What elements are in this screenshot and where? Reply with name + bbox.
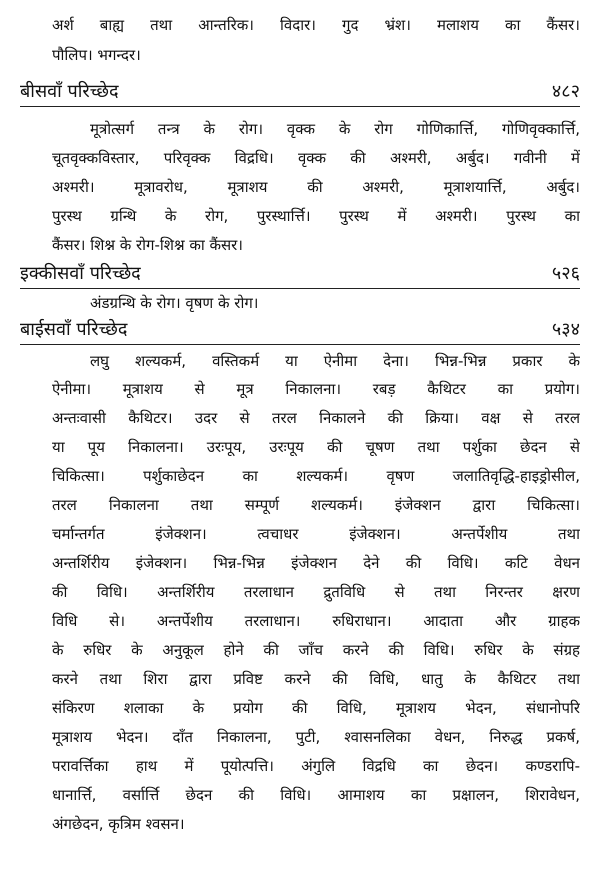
section-line: के रुधिर के अनुकूल होने की जाँच करने की विधि। रुधिर के संग्रह <box>52 641 580 659</box>
section-line: अन्तःवासी कैथिटर। उदर से तरल निकालने की क्रिया। वक्ष से तरल <box>52 409 580 427</box>
heading-rule <box>20 106 580 107</box>
section-page-number: ५२६ <box>551 263 580 284</box>
section-line: संकिरण शलाका के प्रयोग की विधि, मूत्राशय भेदन, संधानोपरि <box>52 699 580 717</box>
section-line: चिकित्सा। पर्शुकाछेदन का शल्यकर्म। वृषण जलातिवृद्धि-हाइड्रोसील, <box>52 467 580 485</box>
section-page-number: ५३४ <box>551 319 580 340</box>
section-page-number: ४८२ <box>551 81 580 102</box>
section-line: लघु शल्यकर्म, वस्तिकर्म या ऐनीमा देना। भिन्न-भिन्न प्रकार के <box>90 352 580 370</box>
section-line: पुरस्थ ग्रन्थि के रोग, पुरस्थार्त्ति। पुरस्थ में अश्मरी। पुरस्थ का <box>52 207 580 225</box>
section-line: चूतवृक्कविस्तार, परिवृक्क विद्रधि। वृक्क की अश्मरी, अर्बुद। गवीनी में <box>52 149 580 167</box>
heading-rule <box>20 288 580 289</box>
intro-line: अर्श बाह्य तथा आन्तरिक। विदार। गुद भ्रंश। मलाशय का कैंसर। <box>52 16 580 34</box>
section-heading: बीसवाँ परिच्छेद <box>20 81 119 102</box>
section-line: धानार्त्ति, वर्सार्त्ति छेदन की विधि। आमाशय का प्रक्षालन, शिरावेधन, <box>52 786 580 804</box>
section-line: कैंसर। शिश्न के रोग-शिश्न का कैंसर। <box>52 236 243 254</box>
section-line: अंडग्रन्थि के रोग। वृषण के रोग। <box>90 294 259 312</box>
section-line: विधि से। अन्तर्पेशीय तरलाधान। रुधिराधान। आदाता और ग्राहक <box>52 612 580 630</box>
section-line: की विधि। अन्तर्शिरीय तरलाधान द्रुतविधि से तथा निरन्तर क्षरण <box>52 583 580 601</box>
section-line: तरल निकालना तथा सम्पूर्ण शल्यकर्म। इंजेक्शन द्वारा चिकित्सा। <box>52 496 580 514</box>
section-line: या पूय निकालना। उरःपूय, उरःपूय की चूषण तथा पर्शुका छेदन से <box>52 438 580 456</box>
section-line: चर्मान्तर्गत इंजेक्शन। त्वचाधर इंजेक्शन। अन्तर्पेशीय तथा <box>52 525 580 543</box>
section-line: अन्तर्शिरीय इंजेक्शन। भिन्न-भिन्न इंजेक्शन देने की विधि। कटि वेधन <box>52 554 580 572</box>
section-line: ऐनीमा। मूत्राशय से मूत्र निकालना। रबड़ कैथिटर का प्रयोग। <box>52 380 580 398</box>
section-line: परावर्त्तिका हाथ में पूयोत्पत्ति। अंगुलि विद्रधि का छेदन। कण्डरापि- <box>52 757 580 775</box>
section-heading: बाईसवाँ परिच्छेद <box>20 319 128 340</box>
section-line: अंगछेदन, कृत्रिम श्वसन। <box>52 815 185 833</box>
intro-line: पौलिप। भगन्दर। <box>52 46 141 64</box>
section-line: अश्मरी। मूत्रावरोध, मूत्राशय की अश्मरी, मूत्राशयार्त्ति, अर्बुद। <box>52 178 580 196</box>
section-line: मूत्रोत्सर्ग तन्त्र के रोग। वृक्क के रोग गोणिकार्त्ति, गोणिवृक्कार्त्ति, <box>90 120 580 138</box>
section-line: मूत्राशय भेदन। दाँत निकालना, पुटी, श्वासनलिका वेधन, निरुद्ध प्रकर्ष, <box>52 728 580 746</box>
heading-rule <box>20 344 580 345</box>
section-heading: इक्कीसवाँ परिच्छेद <box>20 263 141 284</box>
section-line: करने तथा शिरा द्वारा प्रविष्ट करने की विधि, धातु के कैथिटर तथा <box>52 670 580 688</box>
